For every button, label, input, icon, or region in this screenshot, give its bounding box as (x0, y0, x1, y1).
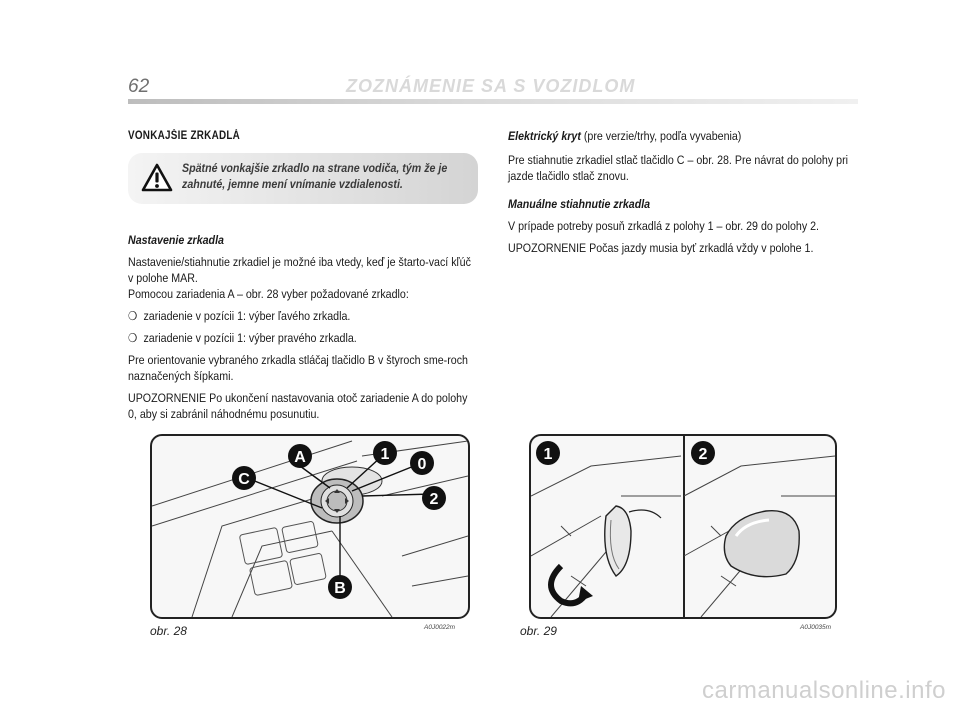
subsection-title-mirror-adjust: Nastavenie zrkadla (128, 233, 224, 247)
warning-triangle-icon (141, 163, 173, 193)
figure-29-caption: obr. 29 (520, 624, 557, 638)
paragraph: Pre stiahnutie zrkadiel stlač tlačidlo C – obr. 28. Pre návrat do polohy pri jazde tlačidlo stlač znovu. (508, 153, 848, 183)
callout-a-marker (288, 444, 312, 468)
mirror-position-2-illustration (724, 511, 799, 577)
subsection-title-electric-cover: Elektrický kryt (508, 129, 581, 143)
warning-text: Spätné vonkajšie zrkadlo na strane vodiča, tým že je zahnuté, jemne mení vnímanie vzdialenosti. (182, 161, 448, 191)
callout-2-marker (691, 441, 715, 465)
subsection-note: (pre verzie/trhy, podľa vyvabenia) (583, 129, 742, 143)
callout-a: A (294, 449, 306, 466)
callout-b: B (334, 580, 346, 597)
callout-1: 1 (380, 446, 390, 463)
mirror-positions-illustration (531, 436, 835, 617)
mirror-control-illustration (152, 436, 468, 617)
paragraph: Pre orientovanie vybraného zrkadla stláčaj tlačidlo B v štyroch sme-roch naznačených šípkami. (128, 353, 468, 383)
header-rule (128, 99, 858, 104)
running-head-title: ZOZNÁMENIE SA S VOZIDLOM (346, 76, 636, 96)
paragraph: UPOZORNENIE Počas jazdy musia byť zrkadlá vždy v polohe 1. (508, 241, 814, 255)
warning-box (128, 153, 478, 204)
callout-2: 2 (698, 446, 708, 463)
bullet-item: ❍ zariadenie v pozícii 1: výber pravého zrkadla. (128, 330, 477, 346)
callout-1-marker (536, 441, 560, 465)
callout-2-marker (422, 486, 446, 510)
subsection-electric-cover (508, 128, 857, 144)
mirror-position-1-illustration (605, 506, 661, 576)
callout-0-marker (410, 451, 434, 475)
callout-c: C (238, 471, 250, 488)
callout-c-marker (232, 466, 256, 490)
watermark: carmanualsonline.info (702, 677, 946, 704)
bullet-item: ❍ zariadenie v pozícii 1: výber ľavého zrkadla. (128, 308, 477, 324)
callout-0: 0 (417, 456, 427, 473)
paragraph: Pomocou zariadenia A – obr. 28 vyber požadované zrkadlo: (128, 287, 409, 301)
callout-1: 1 (543, 446, 553, 463)
page-number: 62 (128, 76, 150, 97)
figure-29-mirror-positions (529, 434, 837, 619)
section-title: VONKAJŠIE ZRKADLÁ (128, 130, 241, 142)
figure-28-mirror-control (150, 434, 470, 619)
callout-b-marker (328, 575, 352, 599)
figure-29-code: A0J0035m (800, 624, 832, 631)
right-column (508, 128, 857, 262)
paragraph: V prípade potreby posuň zrkadlá z polohy 1 – obr. 29 do polohy 2. (508, 219, 820, 233)
figure-28-caption: obr. 28 (150, 624, 187, 638)
rotate-arrow-icon (551, 566, 593, 603)
callout-1-marker (373, 441, 397, 465)
subsection-title-manual-fold: Manuálne stiahnutie zrkadla (508, 197, 651, 211)
paragraph: Nastavenie/stiahnutie zrkadiel je možné iba vtedy, keď je štarto-vací kľúč v polohe MAR. (128, 255, 471, 285)
figure-28-code: A0J0022m (424, 624, 456, 631)
paragraph: UPOZORNENIE Po ukončení nastavovania otoč zariadenie A do polohy 0, aby si zabránil náhodnému posunutiu. (128, 391, 468, 421)
callout-2: 2 (429, 491, 439, 508)
